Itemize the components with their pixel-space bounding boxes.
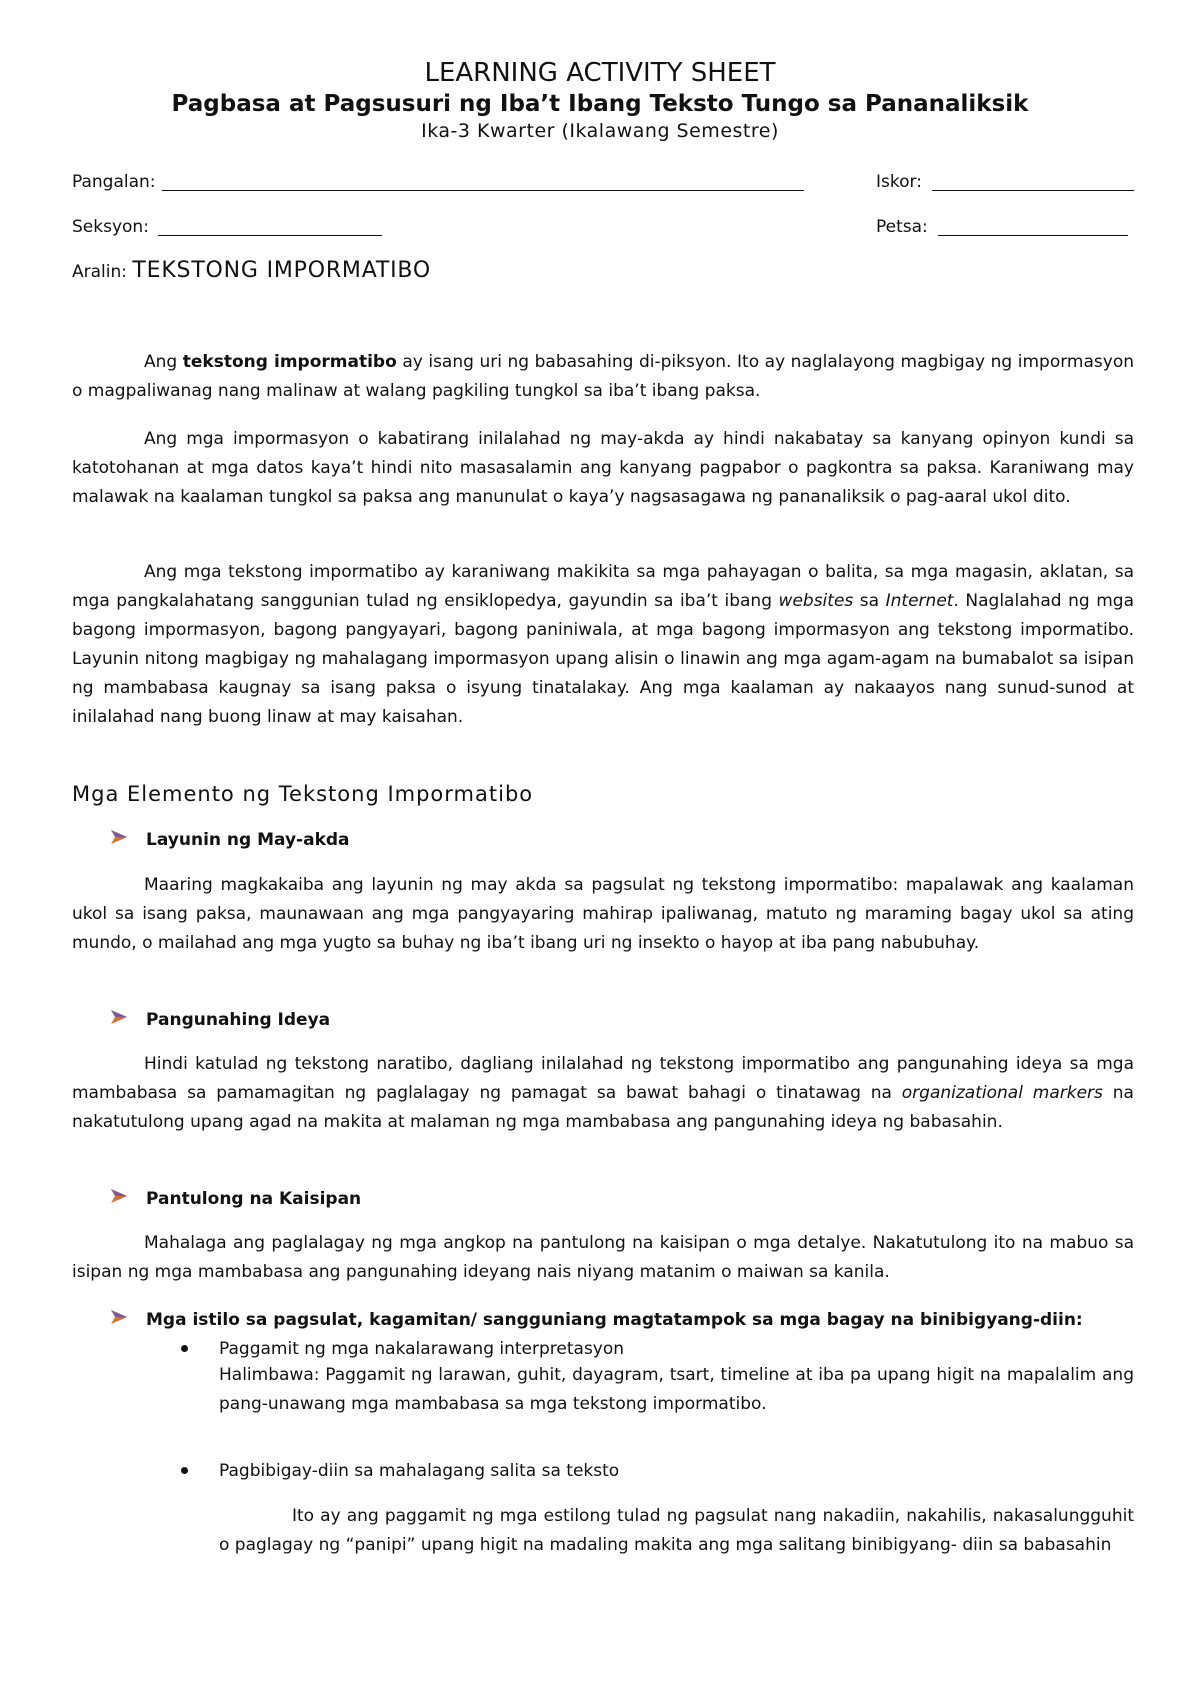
name-label: Pangalan: (72, 172, 156, 192)
elements-heading: Mga Elemento ng Tekstong Impormatibo (72, 782, 534, 806)
element-pangunahing-ideya-text: Hindi katulad ng tekstong naratibo, dagliang inilalahad ng tekstong impormatibo ang pangunahing ideya sa mga mambabasa sa pamamagitan ng paglalagay ng pamagat sa bawat bahagi o tinatawag na organizational markers na nakatutulong upang agad na makita at malaman ng mga mambabasa ang pangunahing ideya ng babasahin. (72, 1054, 1134, 1132)
arrow-bullet-icon (110, 1008, 146, 1032)
intro-paragraph-3: Ang mga tekstong impormatibo ay karaniwang makikita sa mga pahayagan o balita, sa mga magasin, aklatan, sa mga pangkalahatang sanggunian tulad ng ensiklopedya, gayundin sa iba’t ibang websites sa Internet. Naglalahad ng mga bagong impormasyon, bagong pangyayari, bagong paniniwala, at mga bagong impormasyon ang tekstong impormatibo. Layunin nitong magbigay ng mahalagang impormasyon upang alisin o linawin ang mga agam-agam na bumabalot sa isipan ng mambabasa kaugnay sa isang paksa o isyung tinatalakay. Ang mga kaalaman ay nakaayos nang sunud-sunod at inilalahad nang buong linaw at may kaisahan. (72, 562, 1135, 727)
lesson-label: Aralin: (72, 262, 127, 282)
subject-title: Pagbasa at Pagsusuri ng Iba’t Ibang Teksto Tungo sa Pananaliksik (171, 91, 1029, 117)
arrow-bullet-icon (110, 1187, 146, 1211)
section-blank[interactable] (158, 235, 382, 236)
score-blank[interactable] (932, 190, 1134, 191)
sheet-title: LEARNING ACTIVITY SHEET (424, 58, 776, 88)
activity-sheet-page: LEARNING ACTIVITY SHEET Pagbasa at Pagsusuri ng Iba’t Ibang Teksto Tungo sa Pananaliksik Ika-3 Kwarter (Ikalawang Semestre) Pangalan: Iskor: Seksyon: Petsa: Aralin: TEKSTONG IMPORMATIBO Ang tekstong impormatibo ay isang uri ng babasahing di-piksyon. Ito ay naglalayong magbigay ng impormasyon o magpaliwanag nang malinaw at walang pagkiling tungkol sa iba’t ibang paksa. Ang mga impormasyon o kabatirang inilalahad ng may-akda ay hindi nakabatay sa kanyang opinyon kundi sa katotohanan at mga datos kaya’t hindi nito masasalamin ang kanyang pagpabor o pagkontra sa paksa. Karaniwang may malawak na kaalaman tungkol sa paksa ang manunulat o kaya’y nagsasagawa ng pananaliksik o pag-aaral ukol dito. Ang mga tekstong impormatibo ay karaniwang makikita sa mga pahayagan o balita, sa mga magasin, aklatan, sa mga pangkalahatang sanggunian tulad ng ensiklopedya, gayundin sa iba’t ibang websites sa Internet. Naglalahad ng mga bagong impormasyon, bagong pangyayari, bagong paniniwala, at mga bagong impormasyon ang tekstong impormatibo. Layunin nitong magbigay ng mahalagang impormasyon upang alisin o linawin ang mga agam-agam na bumabalot sa isipan ng mambabasa kaugnay sa isang paksa o isyung tinatalakay. Ang mga kaalaman ay nakaayos nang sunud-sunod at inilalahad nang buong linaw at may kaisahan. Mga Elemento ng Tekstong Impormatibo Layunin ng May-akda Maaring magkakaiba ang layunin ng may akda sa pagsulat ng tekstong impormatibo: mapalawak ang kaalaman ukol sa isang paksa, maunawaan ang mga pangyayaring mahirap ipaliwanag, matuto ng maraming bagay ukol sa ating mundo, o mailahad ang mga yugto sa buhay ng iba’t ibang uri ng insekto o hayop at iba pang nabubuhay. Pangunahing Ideya Hindi katulad ng tekstong naratibo, dagliang inilalahad ng tekstong impormatibo ang pangunahing ideya sa mga mambabasa sa pamamagitan ng paglalagay ng pamagat sa bawat bahagi o tinatawag na organizational markers na nakatutulong upang agad na makita at malaman ng mga mambabasa ang pangunahing ideya ng babasahin. Pantulong na Kaisipan Mahalaga ang paglalagay ng mga angkop na pantulong na kaisipan o mga detalye. Nakatutulong ito na mabuo sa isipan ng mga mambabasa ang pangunahing ideyang nais niyang matanim o maiwan sa kanila. Mga istilo sa pagsulat, kagamitan/ sangguniang magtatampok sa mga bagay na binibigyang-diin: Paggamit ng mga nakalarawang interpretasyon Halimbawa: Paggamit ng larawan, guhit, dayagram, tsart, timeline at iba pa upang higit na mapalalim ang pang-unawang mga mambabasa sa mga tekstong impormatibo. Pagbibigay-diin sa mahalagang salita sa teksto Ito ay ang paggamit ng mga estilong tulad ng pagsulat nang nakadiin, nakahilis, nakasalungguhit o paglagay ng “panipi” upang higit na madaling makita ang mga salitang binibigyang- diin sa babasahin (0, 0, 1200, 1698)
intro-paragraph-2: Ang mga impormasyon o kabatirang inilalahad ng may-akda ay hindi nakabatay sa kanyang opinyon kundi sa katotohanan at mga datos kaya’t hindi nito masasalamin ang kanyang pagpabor o pagkontra sa paksa. Karaniwang may malawak na kaalaman tungkol sa paksa ang manunulat o kaya’y nagsasagawa ng pananaliksik o pag-aaral ukol dito. (72, 429, 1134, 507)
bullet-dot-icon (181, 1345, 188, 1352)
lesson-title: TEKSTONG IMPORMATIBO (132, 258, 431, 283)
date-blank[interactable] (938, 235, 1128, 236)
bullet-dot-icon (181, 1467, 188, 1474)
lesson-line (72, 259, 431, 284)
arrow-bullet-icon (110, 828, 146, 852)
element-layunin-heading: Layunin ng May-akda (110, 828, 350, 852)
arrow-bullet-icon (110, 1308, 146, 1332)
term-tekstong-impormatibo: tekstong impormatibo (182, 352, 397, 372)
section-label: Seksyon: (72, 217, 149, 237)
intro-paragraph-1: Ang tekstong impormatibo ay isang uri ng babasahing di-piksyon. Ito ay naglalayong magbigay ng impormasyon o magpaliwanag nang malinaw at walang pagkiling tungkol sa iba’t ibang paksa. (72, 352, 1134, 401)
bullet-item-1-text: Halimbawa: Paggamit ng larawan, guhit, dayagram, tsart, timeline at iba pa upang higit na mapalalim ang pang-unawang mga mambabasa sa mga tekstong impormatibo. (219, 1365, 1134, 1414)
element-pantulong-text: Mahalaga ang paglalagay ng mga angkop na pantulong na kaisipan o mga detalye. Nakatutulong ito na mabuo sa isipan ng mga mambabasa ang pangunahing ideyang nais niyang matanim o maiwan sa kanila. (72, 1233, 1134, 1282)
name-blank[interactable] (162, 190, 804, 191)
quarter-subtitle: Ika-3 Kwarter (Ikalawang Semestre) (421, 120, 779, 142)
element-pangunahing-ideya-heading: Pangunahing Ideya (110, 1008, 330, 1032)
element-pantulong-heading: Pantulong na Kaisipan (110, 1187, 361, 1211)
element-layunin-text: Maaring magkakaiba ang layunin ng may akda sa pagsulat ng tekstong impormatibo: mapalawak ang kaalaman ukol sa isang paksa, maunawaan ang mga pangyayaring mahirap ipaliwanag, matuto ng maraming bagay ukol sa ating mundo, o mailahad ang mga yugto sa buhay ng iba’t ibang uri ng insekto o hayop at iba pang nabubuhay. (72, 875, 1134, 953)
date-label: Petsa: (876, 217, 928, 237)
bullet-item-2-text: Ito ay ang paggamit ng mga estilong tulad ng pagsulat nang nakadiin, nakahilis, nakasalungguhit o paglagay ng “panipi” upang higit na madaling makita ang mga salitang binibigyang- diin sa babasahin (219, 1506, 1134, 1555)
element-istilo-heading: Mga istilo sa pagsulat, kagamitan/ sangguniang magtatampok sa mga bagay na binibigyang-diin: (110, 1308, 1083, 1332)
score-label: Iskor: (876, 172, 922, 192)
